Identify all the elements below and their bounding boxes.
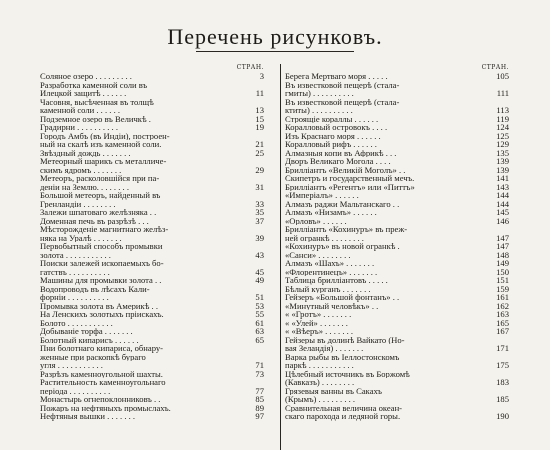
toc-entry-page: 37 (255, 215, 264, 226)
toc-entry (40, 319, 264, 328)
toc-entry (40, 140, 264, 149)
toc-entry-text: Алмазъ раджи Мальтанскаго . . (285, 199, 400, 208)
toc-entry-page: 49 (255, 275, 264, 285)
toc-entry-text: Брилліантъ «Великій Моголъ» . . (285, 165, 406, 174)
toc-entry (285, 268, 509, 277)
toc-entry-page: 175 (496, 360, 509, 370)
toc-entry-text: Пожаръ на нефтяныхъ промыслахъ. (40, 403, 171, 412)
toc-entry-page: 144 (496, 190, 509, 200)
toc-entry-page: 143 (496, 181, 509, 192)
toc-entry (285, 387, 509, 396)
title-underline (196, 51, 354, 52)
toc-entry-page: 139 (496, 164, 509, 175)
toc-entry-text: (Кавказъ) . . . . . . . . (285, 378, 355, 387)
toc-entry-text: Бѣлый курганъ . . . . . . . (285, 284, 371, 293)
toc-entry (40, 106, 264, 115)
toc-entry-text: скимъ ядромъ . . . . . . . (40, 165, 122, 174)
toc-entry-page: 35 (255, 207, 264, 217)
toc-entry-text: Строящіе кораллы . . . . . . (285, 114, 379, 123)
toc-entry (40, 361, 264, 370)
right-column (280, 64, 509, 450)
toc-entry-page: 148 (496, 249, 509, 260)
toc-entry (285, 370, 509, 379)
toc-entry-page: 55 (255, 309, 264, 319)
toc-entry-text: (Крымъ) . . . . . . . . . (285, 395, 356, 404)
toc-entry (40, 353, 264, 362)
toc-entry-text: Гейзеры въ долинѣ Вайкато (Но- (285, 335, 405, 344)
toc-entry (40, 72, 264, 81)
toc-entry-text: ней огранкѣ . . . . . . . . (285, 233, 364, 242)
toc-entry (285, 89, 509, 98)
toc-entry-page: 31 (255, 181, 264, 192)
toc-entry-text: Коралловый рифъ . . . . . . (285, 140, 377, 149)
toc-entry (285, 81, 509, 90)
toc-entry-text: «Орловъ» . . . . . . (285, 216, 347, 225)
page-title: Перечень рисунковъ. (167, 24, 383, 49)
toc-entry-page: 171 (496, 343, 509, 353)
toc-entry-text: «Минутный человѣкъ» . . (285, 301, 379, 310)
toc-entry (40, 98, 264, 107)
toc-entry (40, 276, 264, 285)
toc-entry-text: Растительность каменноугольнаго (40, 378, 166, 387)
toc-entry-text: Алмазъ «Шахъ» . . . . . . . (285, 259, 375, 268)
toc-entry-text: Звѣздный дождь . . . . . . . (40, 148, 131, 157)
toc-entry (285, 166, 509, 175)
toc-entry-text: Большой метеоръ, найденный въ (40, 191, 161, 200)
toc-entry (40, 251, 264, 260)
toc-entry (40, 149, 264, 158)
toc-entry (40, 395, 264, 404)
toc-entry (285, 276, 509, 285)
toc-entry-text: Алмазныя копи въ Африкѣ . . . (285, 148, 397, 157)
toc-entry-page: 146 (496, 215, 509, 226)
toc-entry (285, 378, 509, 387)
toc-entry-page: 77 (255, 385, 264, 396)
toc-entry-page: 162 (496, 300, 509, 311)
toc-entry (285, 336, 509, 345)
toc-entry (40, 378, 264, 387)
toc-entry-text: Разработка каменной соли въ (40, 80, 148, 89)
toc-entry (285, 302, 509, 311)
toc-entry-text: Подземное озеро въ Величкѣ . (40, 114, 151, 123)
toc-entry (285, 98, 509, 107)
toc-entry-text: Соляное озеро . . . . . . . . . (40, 72, 132, 81)
toc-entry-page: 161 (496, 292, 509, 302)
toc-entry-page: 105 (496, 71, 509, 81)
toc-entry-page: 29 (255, 164, 264, 175)
toc-entry-page: 165 (496, 317, 509, 328)
toc-entry (285, 285, 509, 294)
toc-entry-page: 113 (496, 105, 509, 115)
toc-entry-page: 3 (259, 71, 264, 81)
toc-entry-text: Болотный кипарисъ . . . . . . (40, 335, 139, 344)
toc-entry-text: Болото . . . . . . . . . . . (40, 318, 113, 327)
toc-entry (285, 293, 509, 302)
toc-entry-page: 129 (496, 139, 509, 149)
toc-entry-page: 65 (255, 334, 264, 345)
toc-entry-page: 43 (255, 249, 264, 260)
toc-entry (285, 183, 509, 192)
toc-entry (285, 140, 509, 149)
toc-entry-page: 139 (496, 156, 509, 166)
toc-entry-text: Поиски залежей ископаемыхъ бо- (40, 259, 164, 268)
toc-entry-text: Пни болотнаго кипариса, обнару- (40, 344, 164, 353)
toc-entry-text: На Ленскихъ золотыхъ пріискахъ. (40, 310, 164, 319)
toc-entry-page: 13 (255, 105, 264, 115)
toc-entry-text: Доменная печь въ разрѣзѣ . . . (40, 216, 149, 225)
toc-entry-text: Брилліантъ «Регентъ» или «Питтъ» (285, 182, 415, 191)
toc-entry (40, 174, 264, 183)
toc-entry-text: « «Гротъ» . . . . . . . (285, 310, 352, 319)
toc-entry-text: паркѣ . . . . . . . . . . . (285, 361, 354, 370)
toc-entry (285, 395, 509, 404)
toc-entry (40, 336, 264, 345)
toc-entry-page: 45 (255, 266, 264, 277)
toc-entry-text: женные при раскопкѣ бураго (40, 352, 146, 361)
toc-entry (285, 72, 509, 81)
toc-entry-text: Берега Мертваго моря . . . . . (285, 72, 388, 81)
toc-entry (285, 123, 509, 132)
toc-entry-page: 15 (255, 113, 264, 124)
toc-entry (285, 217, 509, 226)
toc-entry-page: 71 (255, 360, 264, 370)
toc-entry-page: 119 (496, 113, 509, 124)
toc-entry-text: Машины для промывки золота . . (40, 276, 162, 285)
toc-entry-page: 190 (496, 411, 509, 421)
toc-entry-text: «Флорентинецъ» . . . . . . . (285, 267, 378, 276)
toc-entry-text: форніи . . . . . . . . . . (40, 293, 109, 302)
toc-entry (285, 191, 509, 200)
toc-entry-text: Сравнительная величина океан- (285, 403, 403, 412)
toc-entry (40, 268, 264, 277)
toc-entry (285, 344, 509, 353)
toc-entry (40, 404, 264, 413)
toc-entry-page: 149 (496, 258, 509, 268)
toc-entry (40, 310, 264, 319)
toc-entry (40, 157, 264, 166)
toc-entry-text: Брилліантъ «Кохинуръ» въ преж- (285, 225, 408, 234)
toc-entry-page: 11 (255, 88, 264, 98)
left-column (40, 64, 264, 421)
toc-entry (40, 89, 264, 98)
toc-entry-text: Дворъ Великаго Могола . . . . (285, 157, 391, 166)
toc-entry-text: «Кохинуръ» въ новой огранкѣ . (285, 242, 400, 251)
toc-entry-text: Промывка золота въ Америкѣ . . (40, 301, 158, 310)
toc-entry-page: 151 (496, 275, 509, 285)
toc-entry (285, 149, 509, 158)
toc-entry-text: «Санси» . . . . . . . . (285, 250, 351, 259)
toc-entry-page: 111 (496, 88, 509, 98)
toc-entry-text: Часовня, высѣченная въ толщѣ (40, 97, 154, 106)
toc-entry (40, 344, 264, 353)
page-column-header: СТРАН. (481, 64, 509, 71)
toc-entry (40, 208, 264, 217)
toc-entry (40, 285, 264, 294)
toc-entry (285, 412, 509, 421)
toc-entry (285, 200, 509, 209)
toc-entry-text: Варка рыбы въ Іеллостонскомъ (285, 352, 400, 361)
toc-entry-text: «Имперіалъ» . . . . . . (285, 191, 359, 200)
toc-entry (40, 132, 264, 141)
toc-entry (40, 387, 264, 396)
toc-entry-text: каменной соли . . . . . . (40, 106, 121, 115)
toc-entry (40, 327, 264, 336)
toc-entry (285, 208, 509, 217)
toc-entry (285, 174, 509, 183)
toc-entry-page: 145 (496, 207, 509, 217)
toc-entry (285, 242, 509, 251)
left-entries (40, 72, 264, 421)
toc-entry-page: 159 (496, 283, 509, 294)
toc-entry-page: 124 (496, 122, 509, 132)
toc-entry (40, 183, 264, 192)
toc-entry-text: гмиты) . . . . . . . . . . (285, 89, 354, 98)
toc-entry (40, 370, 264, 379)
toc-entry-page: 73 (255, 368, 264, 379)
toc-entry (40, 412, 264, 421)
toc-entry-text: Цѣлебный источникъ въ Боржомѣ (285, 369, 410, 378)
toc-entry-page: 85 (255, 394, 264, 404)
toc-entry-page: 141 (496, 173, 509, 183)
toc-entry-page: 150 (496, 266, 509, 277)
toc-entry-page: 51 (255, 292, 264, 302)
toc-entry-text: вая Зеландія) . . . . . . . (285, 344, 364, 353)
page-column-header: СТРАН. (236, 64, 264, 71)
toc-entry (285, 353, 509, 362)
toc-entry-page: 183 (496, 377, 509, 387)
toc-entry-page: 147 (496, 241, 509, 251)
toc-entry (285, 157, 509, 166)
toc-entry (40, 200, 264, 209)
toc-entry (285, 225, 509, 234)
toc-entry-text: няка на Уралѣ . . . . . . . (40, 233, 122, 242)
toc-entry (285, 259, 509, 268)
toc-entry-text: Илецкой защитѣ . . . . . . (40, 89, 127, 98)
toc-entry-page: 19 (255, 122, 264, 132)
toc-entry-page: 144 (496, 198, 509, 209)
toc-entry-text: « «Улей» . . . . . . . (285, 318, 348, 327)
toc-entry-page: 39 (255, 232, 264, 243)
toc-entry-text: Грязевыя ванны въ Сакахъ (285, 386, 382, 395)
toc-entry-page: 53 (255, 300, 264, 311)
toc-entry-text: Разрѣзъ каменноугольной шахты. (40, 369, 163, 378)
toc-entry (285, 361, 509, 370)
toc-entry-page: 163 (496, 309, 509, 319)
toc-entry-text: Градирни . . . . . . . . . . (40, 123, 118, 132)
toc-entry-text: гатствъ . . . . . . . . . . (40, 267, 110, 276)
toc-entry-page: 21 (255, 139, 264, 149)
toc-entry-page: 97 (255, 411, 264, 421)
toc-entry-text: Коралловый островокъ . . . . (285, 123, 388, 132)
toc-entry (40, 259, 264, 268)
toc-entry-text: Нефтяныя вышки . . . . . . . (40, 412, 136, 421)
toc-entry (40, 217, 264, 226)
toc-entry (40, 191, 264, 200)
toc-entry-text: ный на скалѣ изъ каменной соли. (40, 140, 162, 149)
toc-entry-page: 147 (496, 232, 509, 243)
toc-entry-text: угля . . . . . . . . . . . (40, 361, 103, 370)
toc-entry-text: Таблица брилліантовъ . . . . . (285, 276, 388, 285)
toc-entry-text: Городъ Амбъ (въ Индіи), построен- (40, 131, 170, 140)
right-entries (285, 72, 509, 421)
toc-entry-page: 185 (496, 394, 509, 404)
toc-entry-page: 89 (255, 402, 264, 413)
toc-entry-page: 125 (496, 130, 509, 141)
toc-entry (40, 302, 264, 311)
toc-entry (285, 319, 509, 328)
toc-entry-text: деніи на Землю. . . . . . . . (40, 182, 129, 191)
toc-entry-text: Метеоръ, расколовшійся при па- (40, 174, 160, 183)
toc-entry-page: 25 (255, 147, 264, 158)
toc-entry-text: Водопроводъ въ лѣсахъ Кали- (40, 284, 150, 293)
toc-entry-text: Гейзеръ «Большой фонтанъ» . . (285, 293, 400, 302)
toc-entry (40, 293, 264, 302)
toc-entry-text: « «Вѣеръ» . . . . . . . (285, 327, 354, 336)
toc-entry (285, 132, 509, 141)
toc-entry-text: Изъ Краснаго моря . . . . . . (285, 131, 381, 140)
toc-entry-text: скаго парохода и ледяной горы. (285, 412, 401, 421)
toc-entry-page: 63 (255, 326, 264, 336)
toc-entry-text: Скипетръ и государственный мечъ. (285, 174, 415, 183)
toc-entry (40, 166, 264, 175)
toc-entry (285, 234, 509, 243)
toc-entry-text: Монастырь огнепоклонниковъ . . (40, 395, 161, 404)
toc-entry-text: Метеорный шарикъ съ металличе- (40, 157, 167, 166)
toc-entry (40, 225, 264, 234)
toc-entry (285, 251, 509, 260)
toc-entry-text: періода . . . . . . . . . . (40, 386, 111, 395)
toc-entry (40, 123, 264, 132)
toc-entry-text: Въ известковой пещерѣ (стала- (285, 80, 400, 89)
toc-entry-text: Добываніе торфа . . . . . . . (40, 327, 133, 336)
toc-entry (285, 106, 509, 115)
toc-entry (40, 81, 264, 90)
toc-entry (285, 327, 509, 336)
toc-entry (40, 242, 264, 251)
toc-entry-text: Первобытный способъ промывки (40, 242, 163, 251)
toc-entry-page: 33 (255, 198, 264, 209)
toc-entry-page: 167 (496, 326, 509, 336)
toc-entry-page: 135 (496, 147, 509, 158)
toc-entry-text: Алмазъ «Низамъ» . . . . . . (285, 208, 377, 217)
toc-entry (40, 115, 264, 124)
toc-entry (285, 115, 509, 124)
toc-entry-text: Мѣсторожденіе магнитнаго желѣз- (40, 225, 169, 234)
toc-entry-page: 61 (255, 317, 264, 328)
toc-entry-text: Въ известковой пещерѣ (стала- (285, 97, 400, 106)
toc-entry (40, 234, 264, 243)
toc-entry-text: золота . . . . . . . . . . . (40, 250, 111, 259)
toc-entry (285, 310, 509, 319)
toc-entry-text: Залежи шпатоваго желѣзняка . . (40, 208, 157, 217)
toc-entry (285, 404, 509, 413)
toc-entry-text: Гренландіи . . . . . . . . (40, 199, 116, 208)
toc-entry-text: ктиты) . . . . . . . . . . (285, 106, 353, 115)
